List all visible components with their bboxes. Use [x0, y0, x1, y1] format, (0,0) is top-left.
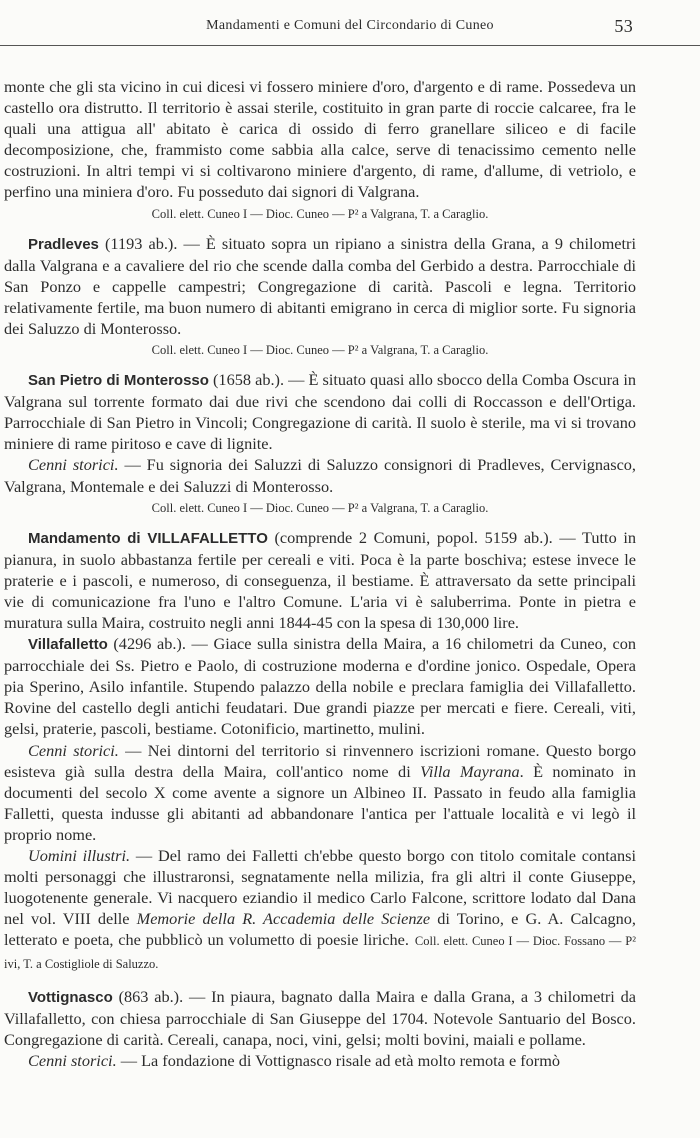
- reference-line: Coll. elett. Cuneo I — Dioc. Fossano — P² ivi, T. a Costigliole di Saluzzo.: [4, 934, 636, 972]
- mandamento-villafalletto: Mandamento di VILLAFALLETTO (comprende 2 Comuni, popol. 5159 ab.). — Tutto in pianura, in suolo abbastanza fertile per cereali e viti. Poca è la parte boschiva; estese invece le praterie e i pascoli, e numeroso, di conseguenza, il bestiame. È attraversato da sette principali vie di comunicazione fra l'uno e l'altro Comune. L'aria vi è saluberrima. Ponte in pietra e muratura sulla Maira, costruito negli anni 1844-45 con la spesa di 130,000 lire.: [4, 527, 637, 632]
- reference-line: Coll. elett. Cuneo I — Dioc. Cuneo — P² a Valgrana, T. a Caraglio.: [151, 500, 489, 515]
- entry-villafalletto: Villafalletto (4296 ab.). — Giace sulla sinistra della Maira, a 16 chilometri da Cuneo, con parrocchiale dei Ss. Pietro e Paolo, di costruzione moderna e d'ordine jonico. Ospedale, Opera pia Sperino, Asilo infantile. Stupendo palazzo della nobile e preclara famiglia dei Villafalletto. Rovine del castello degli antichi feudatari. Due grandi piazze per mercati e fiere. Cereali, viti, gelsi, praterie, pascoli, bestiame. Cotonificio, martinetto, mulini.: [4, 634, 636, 739]
- cenni-storici: Cenni storici. — Fu signoria dei Saluzzi di Saluzzo consignori di Pradleves, Cervignasco, Valgrana, Montemale e dei Saluzzi di Monterosso.: [4, 455, 637, 496]
- entry-name: Vottignasco: [28, 988, 113, 1006]
- reference-line: Coll. elett. Cuneo I — Dioc. Cuneo — P² a Valgrana, T. a Caraglio.: [151, 343, 489, 358]
- entry-pradleves: Pradleves (1193 ab.). — È situato sopra un ripiano a sinistra della Grana, a 9 chilometri dalla Valgrana e a cavaliere del rio che scende dalla comba del Gerbido a destra. Parrocchiale di San Ponzo e cappelle campestri; Congregazione di carità. Pascoli e legna. Territorio relativamente fertile, ma buon numero di abitanti emigrano in cerca di miglior sorte. Fu signoria dei Saluzzo di Monterosso.: [4, 233, 636, 338]
- page-number: 53: [614, 16, 633, 36]
- running-header: [0, 18, 700, 42]
- header-rule: [0, 45, 700, 46]
- spacer: [4, 976, 636, 986]
- entry-name: Pradleves: [28, 235, 99, 253]
- uomini-illustri: Uomini illustri. — Del ramo dei Falletti ch'ebbe questo borgo con titolo comitale contansi molti personaggi che illustraronsi, segnatamente nella milizia, fra gli altri il conte Giuseppe, luogotenente generale. Vi nacquero eziandio il medico Carlo Falcone, scrittore lodato dal Dana nel vol. VIII delle Memorie della R. Accademia delle Scienze di Torino, e G. A. Calcagno, letterato e poeta, che pubblicò un volumetto di poesie liriche. Coll. elett. Cuneo I — Dioc. Fossano — P² ivi, T. a Costigliole di Saluzzo.: [4, 846, 637, 972]
- cenni-storici: Cenni storici. — La fondazione di Vottignasco risale ad età molto remota e formò: [28, 1050, 561, 1070]
- header-title: Mandamenti e Comuni del Circondario di Cuneo: [206, 18, 494, 33]
- entry-name: San Pietro di Monterosso: [28, 372, 209, 390]
- entry-name: Villafalletto: [28, 636, 108, 654]
- reference-line: Coll. elett. Cuneo I — Dioc. Cuneo — P² a Valgrana, T. a Caraglio.: [151, 206, 489, 221]
- entry-san-pietro: San Pietro di Monterosso (1658 ab.). — È situato quasi allo sbocco della Comba Oscura in Valgrana sul torrente formato dai due rivi che scendono dai colli di Roccasson e dell'Ortiga. Parrocchiale di San Pietro in Vincoli; Congregazione di carità. Il suolo è sterile, ma vi si trovano miniere di rame piritoso e cave di lignite.: [4, 370, 636, 454]
- mandamento-name: VILLAFALLETTO: [147, 529, 268, 547]
- entry-vottignasco: Vottignasco (863 ab.). — In piaura, bagnato dalla Maira e dalla Grana, a 3 chilometri da Villafalletto, con chiesa parrocchiale di San Giuseppe del 1704. Notevole Santuario del Bosco. Congregazione di carità. Cereali, canapa, noci, vini, gelsi; molti bovini, maiali e pollame.: [4, 986, 636, 1049]
- cenni-storici: Cenni storici. — Nei dintorni del territorio si rinvennero iscrizioni romane. Questo borgo esisteva già sulla destra della Maira, coll'antico nome di Villa Mayrana. È nominato in documenti del secolo X come avente a signore un Albineo II. Passato in feudo alla famiglia Falletti, questa indusse gli abitanti ad abbandonare l'antica per l'attuale località e vi legò il proprio nome.: [4, 740, 636, 844]
- page-body: [4, 76, 636, 1071]
- paragraph-continuation: monte che gli sta vicino in cui dicesi vi fossero miniere d'oro, d'argento e di rame. Possedeva un castello ora distrutto. Il territorio è assai sterile, costituito in gran parte di roccie calcaree, fra le quali una attigua all' abitato è carica di ossido di ferro granellare siliceo e di facile decomposizione, che, frammisto come sabbia alla calce, serve di tenacissimo cemento nelle costruzioni. In altri tempi vi si coltivarono miniere d'argento, di rame, d'allume, di vetriolo, e perfino una miniera d'oro. Fu posseduto dai signori di Valgrana.: [4, 77, 636, 202]
